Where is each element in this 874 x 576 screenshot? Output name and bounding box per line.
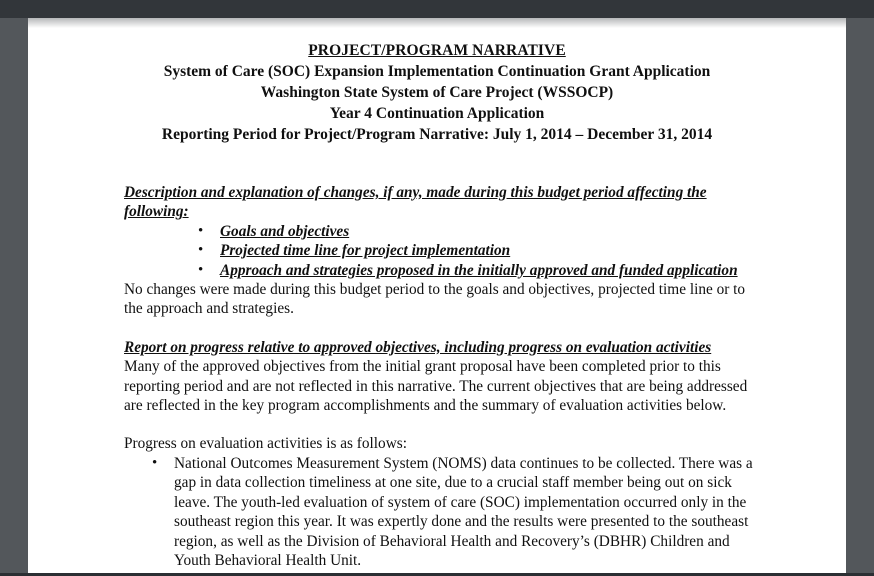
list-item [198, 261, 758, 280]
section-1-heading: Description and explanation of changes, if any, made during this budget period affecting the following: [124, 184, 707, 221]
title-reporting-period: Reporting Period for Project/Program Narrative: July 1, 2014 – December 31, 2014 [161, 126, 713, 143]
document-body [124, 183, 758, 570]
list-item-label: Projected time line for project implementation [220, 242, 511, 260]
title-subline-2: Washington State System of Care Project (WSSOCP) [260, 84, 614, 101]
list-item-label: Goals and objectives [220, 222, 350, 240]
bullet-glyph-icon: • [198, 222, 204, 239]
list-item-label: Approach and strategies proposed in the initially approved and funded application [220, 261, 738, 279]
bullet-glyph-icon: • [152, 454, 158, 471]
section-2-bullet-list [124, 454, 758, 570]
viewer-top-chrome-bar [0, 0, 874, 18]
section-2-lead-in: Progress on evaluation activities is as follows: [124, 435, 407, 453]
document-content [28, 18, 846, 570]
page-title [28, 40, 846, 61]
spacer [124, 319, 758, 338]
document-page [28, 18, 846, 576]
title-subline-1: System of Care (SOC) Expansion Implementation Continuation Grant Application [163, 63, 711, 80]
list-item [198, 222, 758, 241]
spacer [28, 164, 846, 183]
bullet-glyph-icon: • [198, 261, 204, 278]
list-item [150, 454, 758, 570]
spacer [124, 415, 758, 434]
section-1-bullet-list [124, 222, 758, 280]
viewer-left-gutter [0, 18, 28, 576]
document-title-block [28, 40, 846, 145]
page-title-text: PROJECT/PROGRAM NARRATIVE [308, 42, 566, 59]
bullet-glyph-icon: • [198, 242, 204, 259]
title-subline-3: Year 4 Continuation Application [329, 105, 545, 122]
viewer-right-gutter [846, 18, 874, 576]
section-2-heading: Report on progress relative to approved objectives, including progress on evaluation activities [124, 338, 712, 356]
section-1-paragraph: No changes were made during this budget period to the goals and objectives, projected time line or to the approach and strategies. [124, 281, 746, 318]
spacer [28, 145, 846, 164]
list-item [198, 241, 758, 260]
list-item-label: National Outcomes Measurement System (NOMS) data continues to be collected. There was a gap in data collection timeliness at one site, due to a crucial staff member being out on sick leave. The youth-led evaluation of system of care (SOC) implementation occurred only in the southeast region this year. It was expertly done and the results were presented to the southeast region, as well as the Division of Behavioral Health and Recovery’s (DBHR) Children and Youth Behavioral Health Unit. [174, 454, 753, 569]
section-2-paragraph: Many of the approved objectives from the initial grant proposal have been completed prior to this reporting period and are not reflected in this narrative. The current objectives that are being addressed are reflected in the key program accomplishments and the summary of evaluation activities below. [124, 358, 748, 415]
